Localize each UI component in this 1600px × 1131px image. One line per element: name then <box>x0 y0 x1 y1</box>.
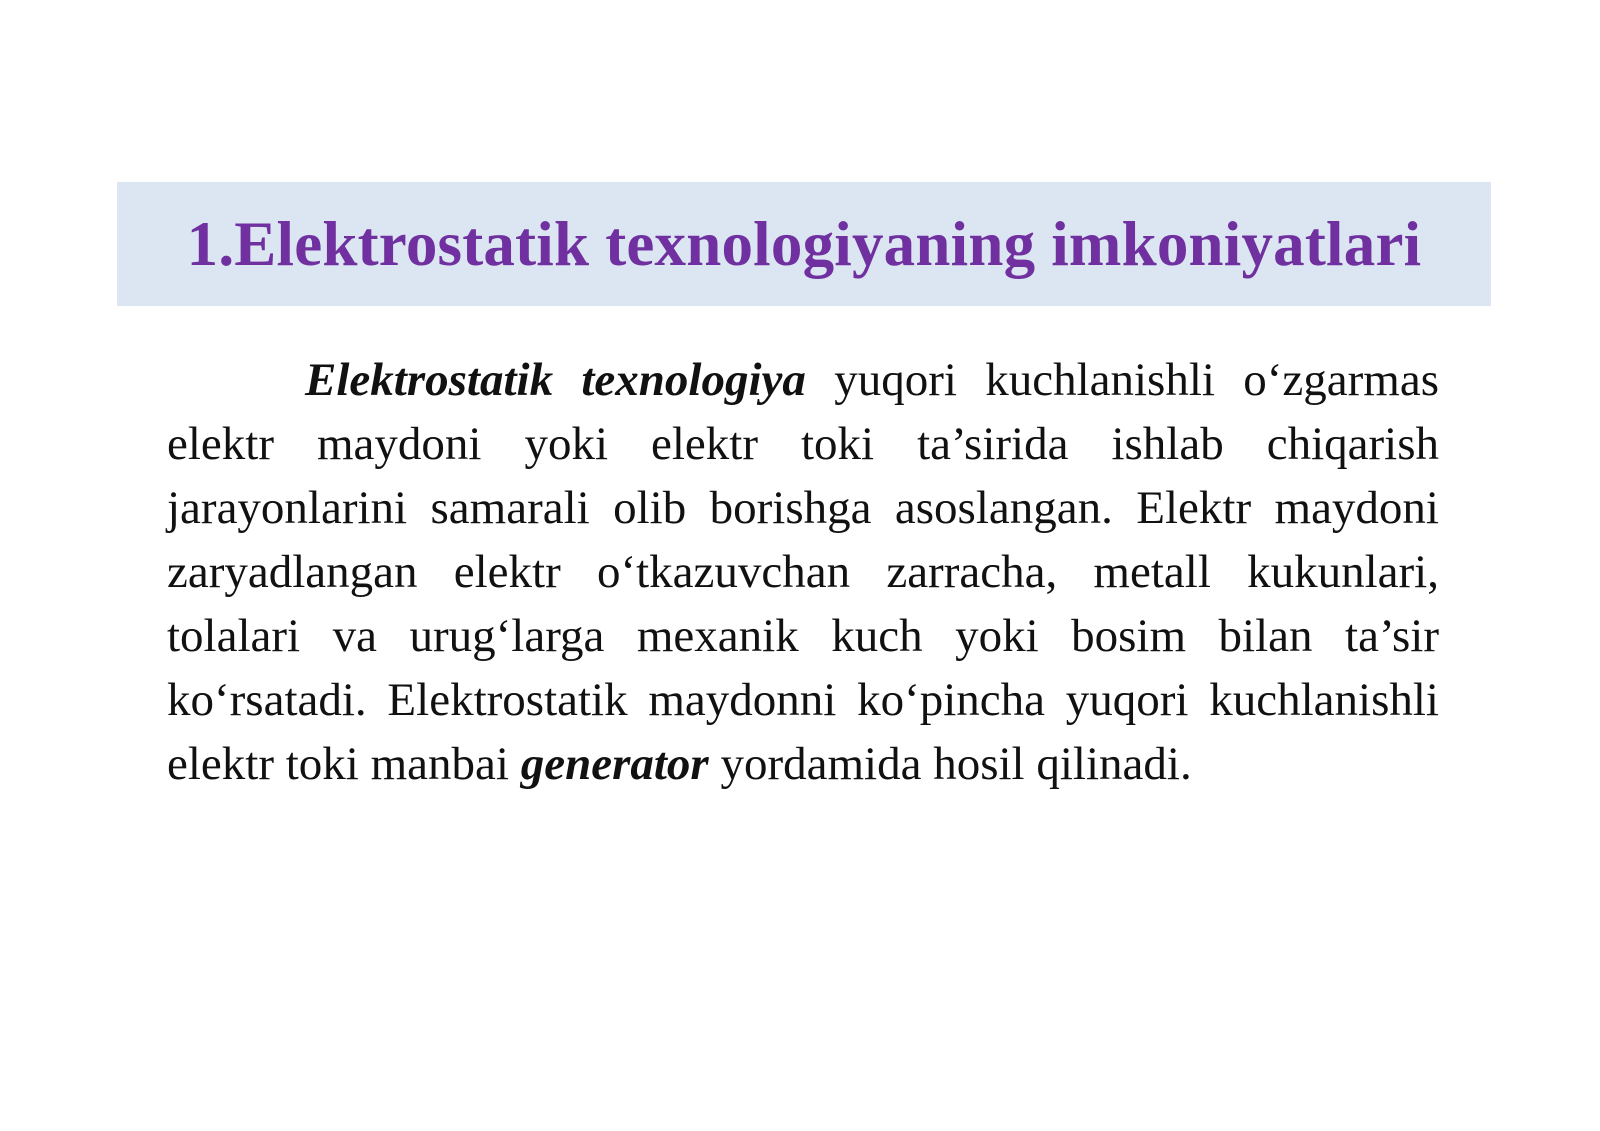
page-title: 1.Elektrostatik texnologiyaning imkoniyatlari <box>186 208 1422 279</box>
body-paragraph <box>167 348 1439 796</box>
term-elektrostatik-texnologiya: Elektrostatik texnologiya <box>305 354 806 406</box>
paragraph-text-2: yordamida hosil qilinadi. <box>708 738 1192 790</box>
title-band <box>117 182 1491 306</box>
term-generator: generator <box>520 738 709 790</box>
paragraph-text-1: yuqori kuchlanishli o‘zgarmas elektr maydoni yoki elektr toki ta’sirida ishlab chiqarish jarayonlarini samarali olib borishga asoslangan. Elektr maydoni zaryadlangan elektr o‘tkazuvchan zarracha, metall kukunlari, tolalari va urug‘larga mexanik kuch yoki bosim bilan ta’sir ko‘rsatadi. Elektrostatik maydonni ko‘pincha yuqori kuchlanishli elektr toki manbai <box>167 354 1439 790</box>
